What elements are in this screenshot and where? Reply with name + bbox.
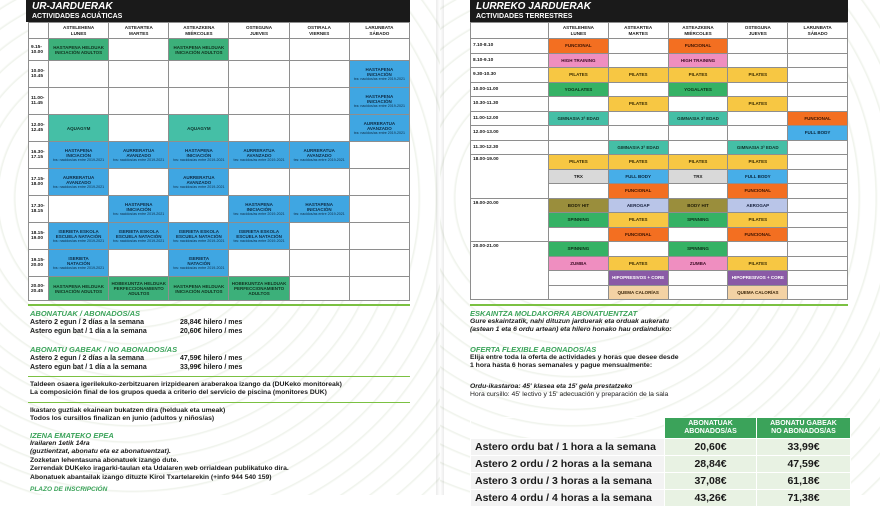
- empty-cell: [109, 61, 169, 88]
- activity-cell: PILATES: [728, 68, 788, 83]
- nonmembers-column-header: ABONATU GABEAK NO ABONADOS/AS: [757, 418, 851, 439]
- time-cell: 19.15- 20.00: [29, 250, 49, 277]
- empty-cell: [49, 88, 109, 115]
- time-cell: 11.00- 11.45: [29, 88, 49, 115]
- activity-cell: QUEMA CALORÍAS: [608, 285, 668, 300]
- empty-cell: [169, 196, 229, 223]
- empty-cell: [728, 111, 788, 126]
- session-cell: AQUAGYM: [169, 115, 229, 142]
- activity-cell: PILATES: [549, 155, 609, 170]
- price-row: Astero egun bat / 1 día a la semana 33,99€ hilero / mes: [30, 364, 243, 371]
- price-row: [471, 456, 851, 473]
- empty-cell: [728, 126, 788, 141]
- time-cell: 17.15- 18.00: [29, 169, 49, 196]
- activity-cell: SPINNING: [549, 213, 609, 228]
- empty-cell: [349, 169, 409, 196]
- day-header: OSTEGUNA JUEVES: [229, 23, 289, 39]
- empty-cell: [229, 115, 289, 142]
- member-price: 37,08€: [665, 473, 757, 490]
- price-row: Astero 2 egun / 2 días a la semana 28,84€ hilero / mes: [30, 319, 243, 326]
- activity-cell: FUNCIONAL: [668, 39, 728, 54]
- activity-cell: ZUMBA: [549, 256, 609, 271]
- empty-cell: [49, 61, 109, 88]
- page-fold: [436, 0, 444, 495]
- empty-cell: [668, 126, 728, 141]
- empty-cell: [788, 140, 848, 155]
- activity-cell: PILATES: [728, 213, 788, 228]
- empty-cell: [289, 115, 349, 142]
- time-cell: 19.00-20.00: [471, 198, 549, 242]
- time-cell: 16.30- 17.15: [29, 142, 49, 169]
- session-cell: AQUAGYM: [49, 115, 109, 142]
- flexible-offer-es-heading: OFERTA FLEXIBLE ABONADOS/AS: [470, 345, 597, 354]
- activity-cell: GIMNASIA 3ª EDAD: [668, 111, 728, 126]
- session-cell: ISERIETA NATACIÓN txs: nacidos/as entre 2019-2021: [169, 250, 229, 277]
- activity-cell: HIGH TRAINING: [668, 53, 728, 68]
- left-page: [0, 0, 440, 495]
- activity-cell: GIMNASIA 3ª EDAD: [549, 111, 609, 126]
- aquatic-title: UR-JARDUERAK: [32, 1, 113, 12]
- session-cell: HASTAPENA INICIACIÓN txs: nacidos/as entre 2019-2021: [349, 88, 409, 115]
- day-header: ASTELEHENA LUNES: [49, 23, 109, 39]
- empty-cell: [728, 39, 788, 54]
- time-cell: 20.00-21.00: [471, 242, 549, 300]
- empty-cell: [608, 39, 668, 54]
- session-cell: HOBEKUNTZA HELDUAK PERFECCIONAMIENTO ADULTOS: [229, 277, 289, 301]
- terrestrial-schedule-table: [470, 22, 848, 300]
- time-cell: 12.00-13.00: [471, 126, 549, 141]
- hours-label: Astero ordu bat / 1 hora a la semana: [471, 439, 665, 456]
- session-cell: AURRERATUA AVANZADO txs: nacidos/as entre 2019-2021: [49, 169, 109, 196]
- terrestrial-subtitle: ACTIVIDADES TERRESTRES: [476, 13, 573, 20]
- registration-period-heading: PLAZO DE INSCRIPCIÓN: [30, 486, 108, 493]
- activity-cell: FUNCIONAL: [728, 184, 788, 199]
- day-header: LARUNBATA SÁBADO: [349, 23, 409, 39]
- empty-cell: [788, 227, 848, 242]
- session-cell: HASTAPENA HELDUAK INICIACIÓN ADULTOS: [49, 277, 109, 301]
- empty-cell: [289, 61, 349, 88]
- empty-cell: [289, 88, 349, 115]
- empty-cell: [549, 184, 609, 199]
- time-cell: 10.00-11.00: [471, 82, 549, 97]
- activity-cell: PILATES: [728, 97, 788, 112]
- activity-cell: PILATES: [608, 213, 668, 228]
- day-header: ASTEARTEA MARTES: [608, 23, 668, 39]
- session-cell: HASTAPENA INICIACIÓN txs: nacidos/as entre 2019-2021: [109, 196, 169, 223]
- day-header: ASTEAZKENA MIÉRCOLES: [668, 23, 728, 39]
- empty-cell: [788, 39, 848, 54]
- session-cell: HOBEKUNTZA HELDUAK PERFECCIONAMIENTO ADULTOS: [109, 277, 169, 301]
- activity-cell: FULL BODY: [788, 126, 848, 141]
- empty-cell: [788, 271, 848, 286]
- activity-cell: FUNCIONAL: [608, 227, 668, 242]
- empty-cell: [788, 285, 848, 300]
- activity-cell: YOGALATES: [549, 82, 609, 97]
- activity-cell: TRX: [549, 169, 609, 184]
- empty-cell: [608, 242, 668, 257]
- empty-cell: [788, 97, 848, 112]
- empty-cell: [349, 196, 409, 223]
- member-price: 28,84€: [665, 456, 757, 473]
- class-duration-notes: Ordu-ikastaroa: 45' klasea eta 15' gela prestatzeko Hora cursillo: 45' lectivo y 15' adecuación y preparación de la sala: [470, 383, 669, 399]
- flexible-offer-es: OFERTA FLEXIBLE ABONADOS/AS Elija entre toda la oferta de actividades y horas que desee desde 1 hora hasta 6 horas semanales y pague mensualmente:: [470, 345, 850, 371]
- price-row: Astero 2 egun / 2 días a la semana 47,59€ hilero / mes: [30, 355, 243, 362]
- empty-cell: [608, 53, 668, 68]
- empty-cell: [549, 140, 609, 155]
- empty-cell: [229, 169, 289, 196]
- nonmember-price: 33,99€: [757, 439, 851, 456]
- nonmembers-prices: [30, 345, 410, 372]
- activity-cell: PILATES: [608, 97, 668, 112]
- time-cell: 12.00- 12.45: [29, 115, 49, 142]
- nonmember-price: 61,18€: [757, 473, 851, 490]
- member-price: 20,60€: [665, 439, 757, 456]
- session-cell: HASTAPENA INICIACIÓN txs: nacidos/as entre 2019-2021: [169, 142, 229, 169]
- empty-cell: [788, 169, 848, 184]
- day-header: ASTEARTEA MARTES: [109, 23, 169, 39]
- session-cell: AURRERATUA AVANZADO txs: nacidos/as entre 2019-2021: [229, 142, 289, 169]
- empty-cell: [788, 184, 848, 199]
- divider: [470, 304, 848, 306]
- day-header: ASTEAZKENA MIÉRCOLES: [169, 23, 229, 39]
- empty-cell: [349, 223, 409, 250]
- empty-cell: [549, 285, 609, 300]
- empty-cell: [289, 250, 349, 277]
- session-cell: AURRERATUA AVANZADO txs: nacidos/as entre 2019-2021: [349, 115, 409, 142]
- empty-cell: [788, 68, 848, 83]
- members-heading: ABONATUAK / ABONADOS/AS: [30, 309, 140, 318]
- empty-cell: [668, 271, 728, 286]
- members-column-header: ABONATUAK ABONADOS/AS: [665, 418, 757, 439]
- empty-cell: [549, 97, 609, 112]
- session-cell: AURRERATUA AVANZADO txs: nacidos/as entre 2019-2021: [169, 169, 229, 196]
- activity-cell: PILATES: [608, 155, 668, 170]
- activity-cell: ZUMBA: [668, 256, 728, 271]
- divider: [28, 402, 410, 403]
- time-cell: 9.30-10.30: [471, 68, 549, 83]
- activity-cell: SPINNING: [668, 242, 728, 257]
- time-cell: 10.00- 10.45: [29, 61, 49, 88]
- activity-cell: PILATES: [608, 68, 668, 83]
- activity-cell: FUNCIONAL: [788, 111, 848, 126]
- empty-cell: [229, 61, 289, 88]
- divider: [28, 304, 410, 306]
- activity-cell: BODY HIT: [668, 198, 728, 213]
- members-prices: [30, 309, 410, 336]
- empty-cell: [668, 184, 728, 199]
- empty-cell: [668, 97, 728, 112]
- day-header: ASTELEHENA LUNES: [549, 23, 609, 39]
- empty-cell: [289, 39, 349, 61]
- price-row: [471, 490, 851, 507]
- hours-label: Astero 3 ordu / 3 horas a la semana: [471, 473, 665, 490]
- aquatic-subtitle: ACTIVIDADES ACUÁTICAS: [32, 13, 123, 20]
- empty-cell: [668, 227, 728, 242]
- activity-cell: PILATES: [549, 68, 609, 83]
- empty-cell: [608, 126, 668, 141]
- registration-heading: IZENA EMATEKO EPEA: [30, 431, 114, 440]
- session-cell: ISERIETA ESKOLA ESCUELA NATACIÓN txs: nacidos/as entre 2019-2021: [229, 223, 289, 250]
- session-cell: ISERIETA ESKOLA ESCUELA NATACIÓN txs: nacidos/as entre 2019-2021: [169, 223, 229, 250]
- activity-cell: HIPOPRESIVOS + CORE: [728, 271, 788, 286]
- empty-cell: [109, 115, 169, 142]
- empty-cell: [608, 82, 668, 97]
- corner-cell: [471, 418, 665, 439]
- course-notes: Ikastaro guztiak ekainean bukatzen dira (helduak eta umeak) Todos los cursillos finalizan en junio (adultos y niños/as): [30, 407, 226, 423]
- flexible-offer-eu: ESKAINTZA MOLDAKORRA ABONATUENTZAT Gure eskaintzatik, nahi dituzun jarduerak eta orduak aukeratu (astean 1 eta 6 ordu artean) eta hilero honako hau ordainduko:: [470, 309, 850, 335]
- empty-cell: [349, 250, 409, 277]
- empty-cell: [109, 169, 169, 196]
- activity-cell: AEROGAP: [728, 198, 788, 213]
- session-cell: AURRERATUA AVANZADO txs: nacidos/as entre 2019-2021: [109, 142, 169, 169]
- time-cell: 18.00-19.00: [471, 155, 549, 199]
- empty-cell: [229, 88, 289, 115]
- activity-cell: SPINNING: [668, 213, 728, 228]
- activity-cell: GIMNASIA 3ª EDAD: [728, 140, 788, 155]
- corner-cell: [471, 23, 549, 39]
- activity-cell: SPINNING: [549, 242, 609, 257]
- time-cell: 11.30-12.30: [471, 140, 549, 155]
- session-cell: ISERIETA NATACIÓN txs: nacidos/as entre 2019-2021: [49, 250, 109, 277]
- day-header: OSTIRALA VIERNES: [289, 23, 349, 39]
- empty-cell: [169, 61, 229, 88]
- activity-cell: GIMNASIA 3ª EDAD: [608, 140, 668, 155]
- activity-cell: HIGH TRAINING: [549, 53, 609, 68]
- activity-cell: FULL BODY: [728, 169, 788, 184]
- empty-cell: [109, 88, 169, 115]
- empty-cell: [668, 285, 728, 300]
- activity-cell: BODY HIT: [549, 198, 609, 213]
- activity-cell: YOGALATES: [668, 82, 728, 97]
- corner-cell: [29, 23, 49, 39]
- price-row: [471, 473, 851, 490]
- empty-cell: [788, 82, 848, 97]
- day-header: LARUNBATA SÁBADO: [788, 23, 848, 39]
- terrestrial-title: LURREKO JARDUERAK: [476, 1, 592, 12]
- nonmember-price: 47,59€: [757, 456, 851, 473]
- empty-cell: [788, 198, 848, 213]
- activity-cell: QUEMA CALORÍAS: [728, 285, 788, 300]
- empty-cell: [289, 169, 349, 196]
- empty-cell: [109, 39, 169, 61]
- session-cell: ISERIETA ESKOLA ESCUELA NATACIÓN txs: nacidos/as entre 2019-2021: [49, 223, 109, 250]
- empty-cell: [728, 242, 788, 257]
- flexible-price-table: [470, 417, 851, 507]
- activity-cell: TRX: [668, 169, 728, 184]
- session-cell: HASTAPENA INICIACIÓN txs: nacidos/as entre 2019-2021: [289, 196, 349, 223]
- empty-cell: [549, 271, 609, 286]
- empty-cell: [549, 227, 609, 242]
- activity-cell: PILATES: [608, 256, 668, 271]
- session-cell: AURRERATUA AVANZADO txs: nacidos/as entre 2019-2021: [289, 142, 349, 169]
- empty-cell: [728, 53, 788, 68]
- empty-cell: [788, 53, 848, 68]
- empty-cell: [349, 39, 409, 61]
- empty-cell: [788, 256, 848, 271]
- activity-cell: FUNCIONAL: [549, 39, 609, 54]
- empty-cell: [549, 126, 609, 141]
- session-cell: HASTAPENA INICIACIÓN txs: nacidos/as entre 2019-2021: [229, 196, 289, 223]
- aquatic-schedule-table: [28, 22, 410, 301]
- time-cell: 11.00-12.00: [471, 111, 549, 126]
- activity-cell: PILATES: [668, 68, 728, 83]
- empty-cell: [788, 155, 848, 170]
- session-cell: HASTAPENA INICIACIÓN txs: nacidos/as entre 2019-2021: [349, 61, 409, 88]
- session-cell: HASTAPENA INICIACIÓN txs: nacidos/as entre 2019-2021: [49, 142, 109, 169]
- session-cell: HASTAPENA HELDUAK INICIACIÓN ADULTOS: [49, 39, 109, 61]
- nonmembers-heading: ABONATU GABEAK / NO ABONADOS/AS: [30, 345, 178, 354]
- empty-cell: [349, 142, 409, 169]
- empty-cell: [349, 277, 409, 301]
- activity-cell: FUNCIONAL: [728, 227, 788, 242]
- divider: [28, 376, 410, 377]
- activity-cell: PILATES: [728, 256, 788, 271]
- activity-cell: FULL BODY: [608, 169, 668, 184]
- time-cell: 17.30- 18.15: [29, 196, 49, 223]
- empty-cell: [788, 242, 848, 257]
- day-header: OSTEGUNA JUEVES: [728, 23, 788, 39]
- hours-label: Astero 2 ordu / 2 horas a la semana: [471, 456, 665, 473]
- empty-cell: [788, 213, 848, 228]
- activity-cell: PILATES: [668, 155, 728, 170]
- session-cell: ISERIETA ESKOLA ESCUELA NATACIÓN txs: nacidos/as entre 2019-2021: [109, 223, 169, 250]
- time-cell: 7.10-8.10: [471, 39, 549, 54]
- time-cell: 10.30-11.30: [471, 97, 549, 112]
- empty-cell: [49, 196, 109, 223]
- empty-cell: [289, 277, 349, 301]
- price-row: Astero egun bat / 1 día a la semana 20,60€ hilero / mes: [30, 328, 243, 335]
- session-cell: HASTAPENA HELDUAK INICIACIÓN ADULTOS: [169, 277, 229, 301]
- time-cell: 8.10-9.10: [471, 53, 549, 68]
- nonmember-price: 71,38€: [757, 490, 851, 507]
- empty-cell: [229, 39, 289, 61]
- session-cell: HASTAPENA HELDUAK INICIACIÓN ADULTOS: [169, 39, 229, 61]
- empty-cell: [109, 250, 169, 277]
- empty-cell: [169, 88, 229, 115]
- time-cell: 20.00- 20.45: [29, 277, 49, 301]
- empty-cell: [608, 111, 668, 126]
- registration-block: IZENA EMATEKO EPEA Irailaren 1etik 14ra (guztientzat, abonatu eta ez abonatuentzat). Zozketan lehentasuna abonatuek izango dute. Zerrendak DUKeko iragarki-taulan eta Udalaren web orrialdean publikatuko dira. Abonatuek abantailak izango dituzte Kirol Txartelarekin (+info 944 540 159): [30, 431, 410, 482]
- hours-label: Astero 4 ordu / 4 horas a la semana: [471, 490, 665, 507]
- empty-cell: [728, 82, 788, 97]
- empty-cell: [229, 250, 289, 277]
- flexible-offer-heading: ESKAINTZA MOLDAKORRA ABONATUENTZAT: [470, 309, 638, 318]
- activity-cell: FUNCIONAL: [608, 184, 668, 199]
- activity-cell: AEROGAP: [608, 198, 668, 213]
- member-price: 43,26€: [665, 490, 757, 507]
- time-cell: 18.15- 19.00: [29, 223, 49, 250]
- time-cell: 9.15- 10.00: [29, 39, 49, 61]
- empty-cell: [668, 140, 728, 155]
- price-row: [471, 439, 851, 456]
- activity-cell: HIPOPRESIVOS + CORE: [608, 271, 668, 286]
- activity-cell: PILATES: [728, 155, 788, 170]
- empty-cell: [289, 223, 349, 250]
- group-notes: Taldeen osaera igerilekuko-zerbitzuaren irizpidearen araberakoa izango da (DUKeko monitoreak) La composición final de los grupos queda a criterio del servicio de piscina (monitores DUK): [30, 381, 342, 397]
- aquatic-header: [26, 0, 410, 22]
- terrestrial-header: [470, 0, 848, 22]
